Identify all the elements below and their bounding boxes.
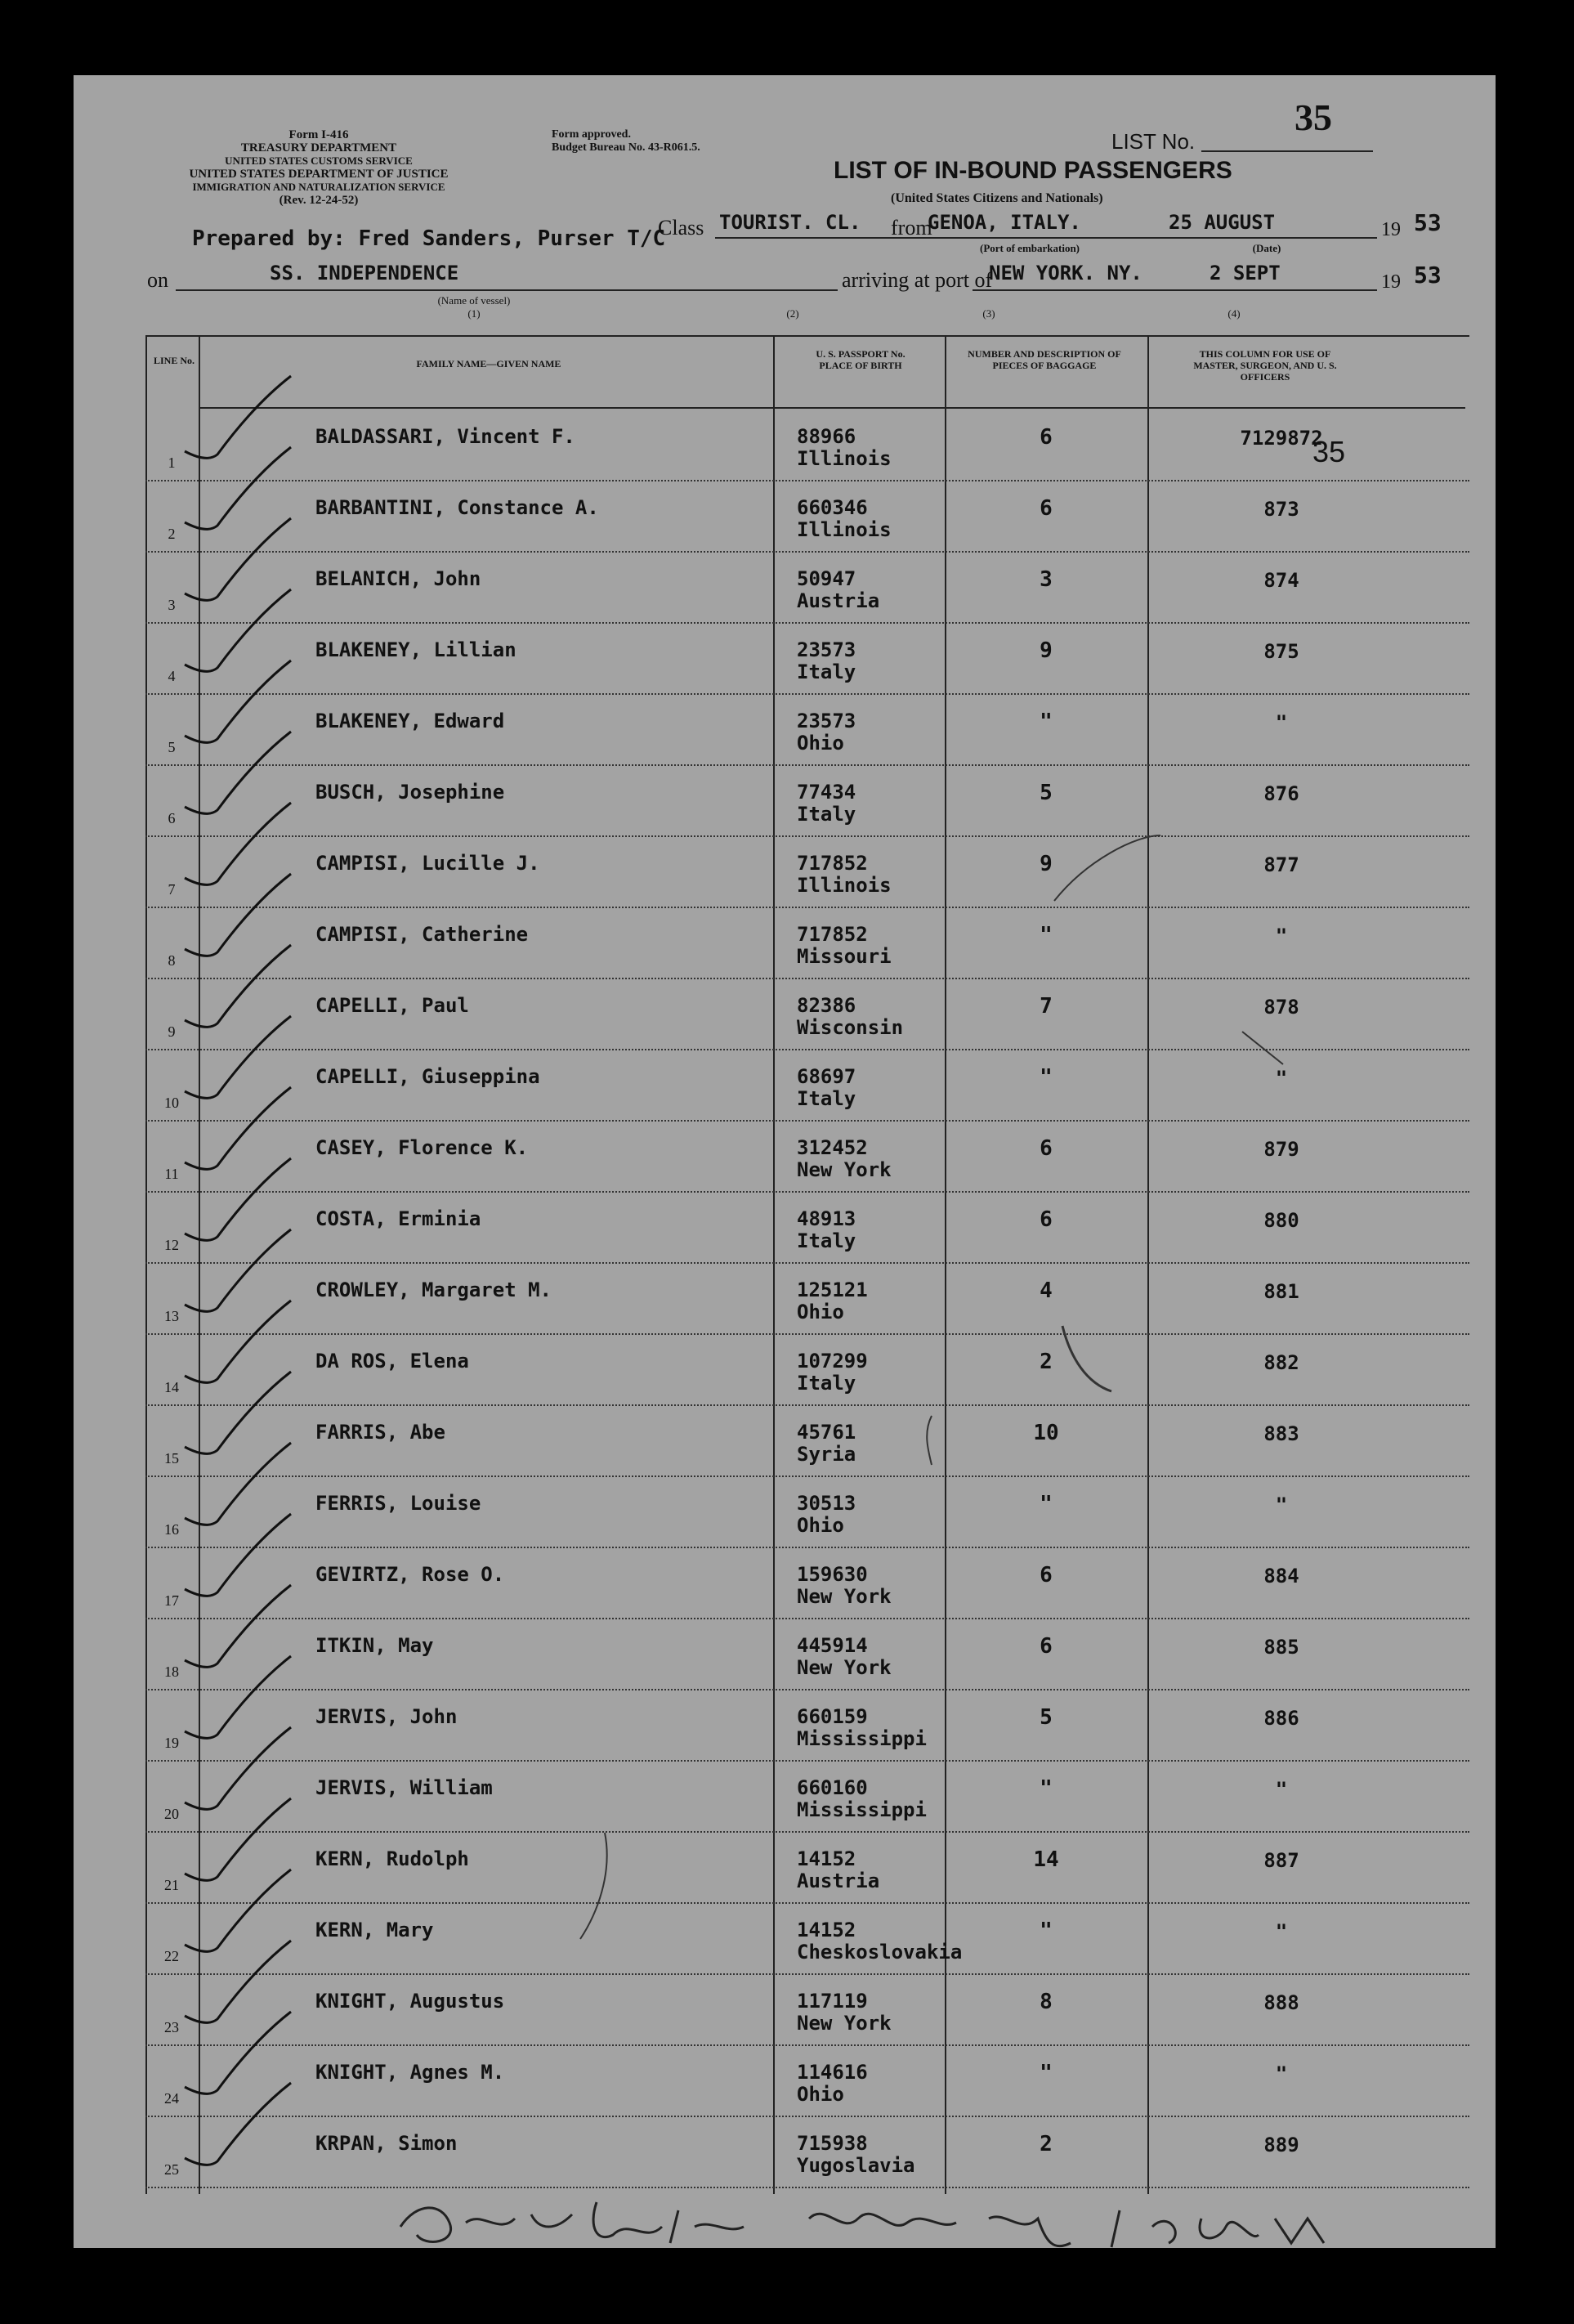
port-embarkation-caption: (Port of embarkation) [979,242,1080,254]
col-header-officers: THIS COLUMN FOR USE OF MASTER, SURGEON, AND U. S. OFFICERS [1193,348,1337,383]
place-of-birth: New York [797,1585,892,1608]
line-number: 19 [164,1735,179,1751]
baggage-count: 6 [1040,1136,1053,1161]
line-number: 22 [164,1948,179,1964]
passport-number: 14152 [797,1847,856,1870]
class-label: Class [658,216,704,240]
officer-number: 888 [1263,1991,1299,2014]
baggage-count: 6 [1040,496,1053,521]
baggage-count: 5 [1040,781,1053,805]
officer-number: 885 [1263,1636,1299,1659]
officer-number: 879 [1263,1138,1299,1161]
place-of-birth: New York [797,1158,892,1181]
passport-number: 48913 [797,1207,856,1230]
officer-number: 881 [1263,1280,1299,1303]
departure-year: 53 [1414,209,1442,236]
baggage-count: 2 [1040,2132,1053,2156]
officer-number: " [1275,2062,1288,2085]
baggage-count: 7 [1040,994,1053,1019]
officer-number: " [1275,1067,1288,1090]
place-of-birth: Ohio [797,1514,844,1537]
form-number: Form I-416 [288,128,349,141]
place-of-birth: Cheskoslovakia [797,1941,963,1964]
passenger-list-sheet [74,75,1496,2248]
place-of-birth: Italy [797,803,856,826]
line-number: 17 [164,1592,179,1609]
vessel-caption: (Name of vessel) [437,294,511,307]
passport-number: 717852 [797,852,868,875]
passenger-name: KERN, Rudolph [315,1847,469,1870]
line-number: 6 [168,810,176,826]
inspector-signature [384,2186,1365,2259]
place-of-birth: Syria [797,1443,856,1466]
place-of-birth: Austria [797,589,880,612]
baggage-count: " [1040,1065,1053,1090]
passenger-name: KNIGHT, Augustus [315,1990,505,2013]
passenger-name: BARBANTINI, Constance A. [315,496,599,519]
col-num-1: (1) [467,307,481,320]
officer-number: 889 [1263,2134,1299,2156]
baggage-count: " [1040,1492,1053,1516]
margin-number: 35 [1312,435,1346,468]
passport-number: 660160 [797,1776,868,1799]
passenger-name: BALDASSARI, Vincent F. [315,425,575,448]
arrival-year-prefix: 19 [1381,271,1401,293]
justice-department: UNITED STATES DEPARTMENT OF JUSTICE [189,168,449,181]
baggage-count: 6 [1040,1563,1053,1587]
col-header-name: FAMILY NAME—GIVEN NAME [416,358,561,369]
col-header-passport: U. S. PASSPORT No. PLACE OF BIRTH [816,348,905,371]
place-of-birth: Ohio [797,1301,844,1323]
on-label: on [147,268,168,292]
passport-number: 125121 [797,1278,868,1301]
from-label: from [891,216,932,240]
passport-number: 68697 [797,1065,856,1088]
baggage-count: " [1040,2061,1053,2085]
stray-pencil-marks [74,75,1496,2248]
ins-service: IMMIGRATION AND NATURALIZATION SERVICE [192,181,445,193]
line-number: 23 [164,2019,179,2035]
baggage-count: 10 [1033,1421,1059,1445]
officer-number: 883 [1263,1422,1299,1445]
line-number: 5 [168,739,176,755]
passenger-name: FARRIS, Abe [315,1421,445,1444]
passenger-name: BUSCH, Josephine [315,781,505,804]
officer-number: " [1275,711,1288,734]
line-number: 14 [164,1379,179,1395]
baggage-count: " [1040,710,1053,734]
passenger-name: BLAKENEY, Edward [315,710,505,732]
line-number: 15 [164,1450,179,1466]
arrival-port: NEW YORK. NY. [989,262,1142,284]
passport-number: 50947 [797,567,856,590]
passenger-name: CASEY, Florence K. [315,1136,529,1159]
passenger-name: ITKIN, May [315,1634,434,1657]
departure-date: 25 AUGUST [1169,211,1276,234]
passenger-name: CAPELLI, Giuseppina [315,1065,540,1088]
col-header-baggage: NUMBER AND DESCRIPTION OF PIECES OF BAGGAGE [968,348,1121,371]
passport-number: 715938 [797,2132,868,2155]
treasury-department: TREASURY DEPARTMENT [240,141,397,154]
passenger-name: CROWLEY, Margaret M. [315,1278,552,1301]
passport-number: 114616 [797,2061,868,2084]
passport-number: 660159 [797,1705,868,1728]
arriving-label: arriving at port of [842,268,993,292]
passport-number: 107299 [797,1350,868,1372]
line-number: 9 [168,1023,176,1040]
passport-number: 77434 [797,781,856,804]
place-of-birth: New York [797,2012,892,2035]
officer-number: 882 [1263,1351,1299,1374]
passenger-name: BELANICH, John [315,567,481,590]
place-of-birth: Austria [797,1869,880,1892]
baggage-count: 5 [1040,1705,1053,1730]
place-of-birth: Ohio [797,732,844,755]
line-number: 11 [164,1166,179,1182]
officer-number: 878 [1263,996,1299,1019]
place-of-birth: Ohio [797,2083,844,2106]
place-of-birth: Italy [797,1229,856,1252]
place-of-birth: Italy [797,660,856,683]
passenger-name: KERN, Mary [315,1919,434,1941]
place-of-birth: Mississippi [797,1727,927,1750]
place-of-birth: Missouri [797,945,892,968]
officer-number: 884 [1263,1565,1299,1587]
place-of-birth: Illinois [797,874,892,897]
line-number: 1 [168,455,176,471]
passport-number: 14152 [797,1919,856,1941]
baggage-count: 14 [1033,1847,1059,1872]
officer-number: 887 [1263,1849,1299,1872]
place-of-birth: Italy [797,1087,856,1110]
baggage-count: " [1040,1776,1053,1801]
place-of-birth: Mississippi [797,1798,927,1821]
line-number: 3 [168,597,176,613]
passenger-name: BLAKENEY, Lillian [315,638,516,661]
col-header-line: LINE No. [154,355,195,366]
passenger-name: GEVIRTZ, Rose O. [315,1563,505,1586]
officer-number: 886 [1263,1707,1299,1730]
form-subtitle: (United States Citizens and Nationals) [891,191,1103,205]
passport-number: 88966 [797,425,856,448]
port-of-embarkation: GENOA, ITALY. [928,211,1081,234]
line-number: 4 [168,668,176,684]
baggage-count: 2 [1040,1350,1053,1374]
place-of-birth: Illinois [797,518,892,541]
officer-number: 880 [1263,1209,1299,1232]
passenger-name: JERVIS, John [315,1705,458,1728]
page-number: 35 [1295,96,1332,138]
officer-number: 877 [1263,853,1299,876]
line-number: 21 [164,1877,179,1893]
place-of-birth: Illinois [797,447,892,470]
passport-number: 159630 [797,1563,868,1586]
passenger-name: KRPAN, Simon [315,2132,458,2155]
class-value: TOURIST. CL. [719,211,861,234]
officer-number: 875 [1263,640,1299,663]
baggage-count: 9 [1040,852,1053,876]
customs-service: UNITED STATES CUSTOMS SERVICE [225,154,413,167]
place-of-birth: Italy [797,1372,856,1395]
date-caption: (Date) [1252,242,1281,254]
form-approved: Form approved. [552,128,631,141]
vessel-name: SS. INDEPENDENCE [270,262,459,284]
passport-number: 660346 [797,496,868,519]
line-number: 8 [168,952,176,969]
passport-number: 23573 [797,638,856,661]
col-num-4: (4) [1227,307,1241,320]
baggage-count: 6 [1040,1634,1053,1659]
passport-number: 117119 [797,1990,868,2013]
passenger-name: CAMPISI, Lucille J. [315,852,540,875]
passenger-name: CAMPISI, Catherine [315,923,529,946]
baggage-count: 9 [1040,638,1053,663]
line-number: 20 [164,1806,179,1822]
col-num-3: (3) [982,307,995,320]
baggage-count: 4 [1040,1278,1053,1303]
line-number: 7 [168,881,176,898]
officer-number: " [1275,1778,1288,1801]
line-number: 16 [164,1521,179,1538]
officer-number: 874 [1263,569,1299,592]
line-number: 12 [164,1237,179,1253]
list-number-label: LIST No. [1111,129,1196,154]
passenger-name: DA ROS, Elena [315,1350,469,1372]
passenger-name: FERRIS, Louise [315,1492,481,1515]
line-number: 10 [164,1095,179,1111]
baggage-count: 6 [1040,1207,1053,1232]
officer-number: " [1275,1920,1288,1943]
line-number: 18 [164,1664,179,1680]
line-number: 24 [164,2090,179,2107]
officer-number: 873 [1263,498,1299,521]
col-num-2: (2) [786,307,799,320]
departure-year-prefix: 19 [1381,219,1401,240]
line-number: 2 [168,526,176,542]
line-number: 13 [164,1308,179,1324]
place-of-birth: New York [797,1656,892,1679]
passport-number: 30513 [797,1492,856,1515]
passenger-name: CAPELLI, Paul [315,994,469,1017]
passport-number: 82386 [797,994,856,1017]
baggage-count: 8 [1040,1990,1053,2014]
passport-number: 717852 [797,923,868,946]
arrival-date: 2 SEPT [1210,262,1281,284]
passport-number: 45761 [797,1421,856,1444]
budget-bureau: Budget Bureau No. 43-R061.5. [552,141,700,154]
baggage-count: 3 [1040,567,1053,592]
line-number: 25 [164,2161,179,2178]
passenger-name: COSTA, Erminia [315,1207,481,1230]
passenger-name: JERVIS, William [315,1776,493,1799]
place-of-birth: Yugoslavia [797,2154,915,2177]
form-title: LIST OF IN-BOUND PASSENGERS [834,157,1232,184]
place-of-birth: Wisconsin [797,1016,904,1039]
officer-number: " [1275,925,1288,947]
passport-number: 23573 [797,710,856,732]
baggage-count: 6 [1040,425,1053,450]
passport-number: 445914 [797,1634,868,1657]
baggage-count: " [1040,923,1053,947]
officer-number: 876 [1263,782,1299,805]
passenger-name: KNIGHT, Agnes M. [315,2061,505,2084]
arrival-year: 53 [1414,262,1442,289]
prepared-by: Prepared by: Fred Sanders, Purser T/C [192,226,666,251]
officer-number: " [1275,1493,1288,1516]
officer-number: 7129872 [1240,427,1323,450]
form-revision: (Rev. 12-24-52) [279,194,359,207]
baggage-count: " [1040,1919,1053,1943]
passport-number: 312452 [797,1136,868,1159]
